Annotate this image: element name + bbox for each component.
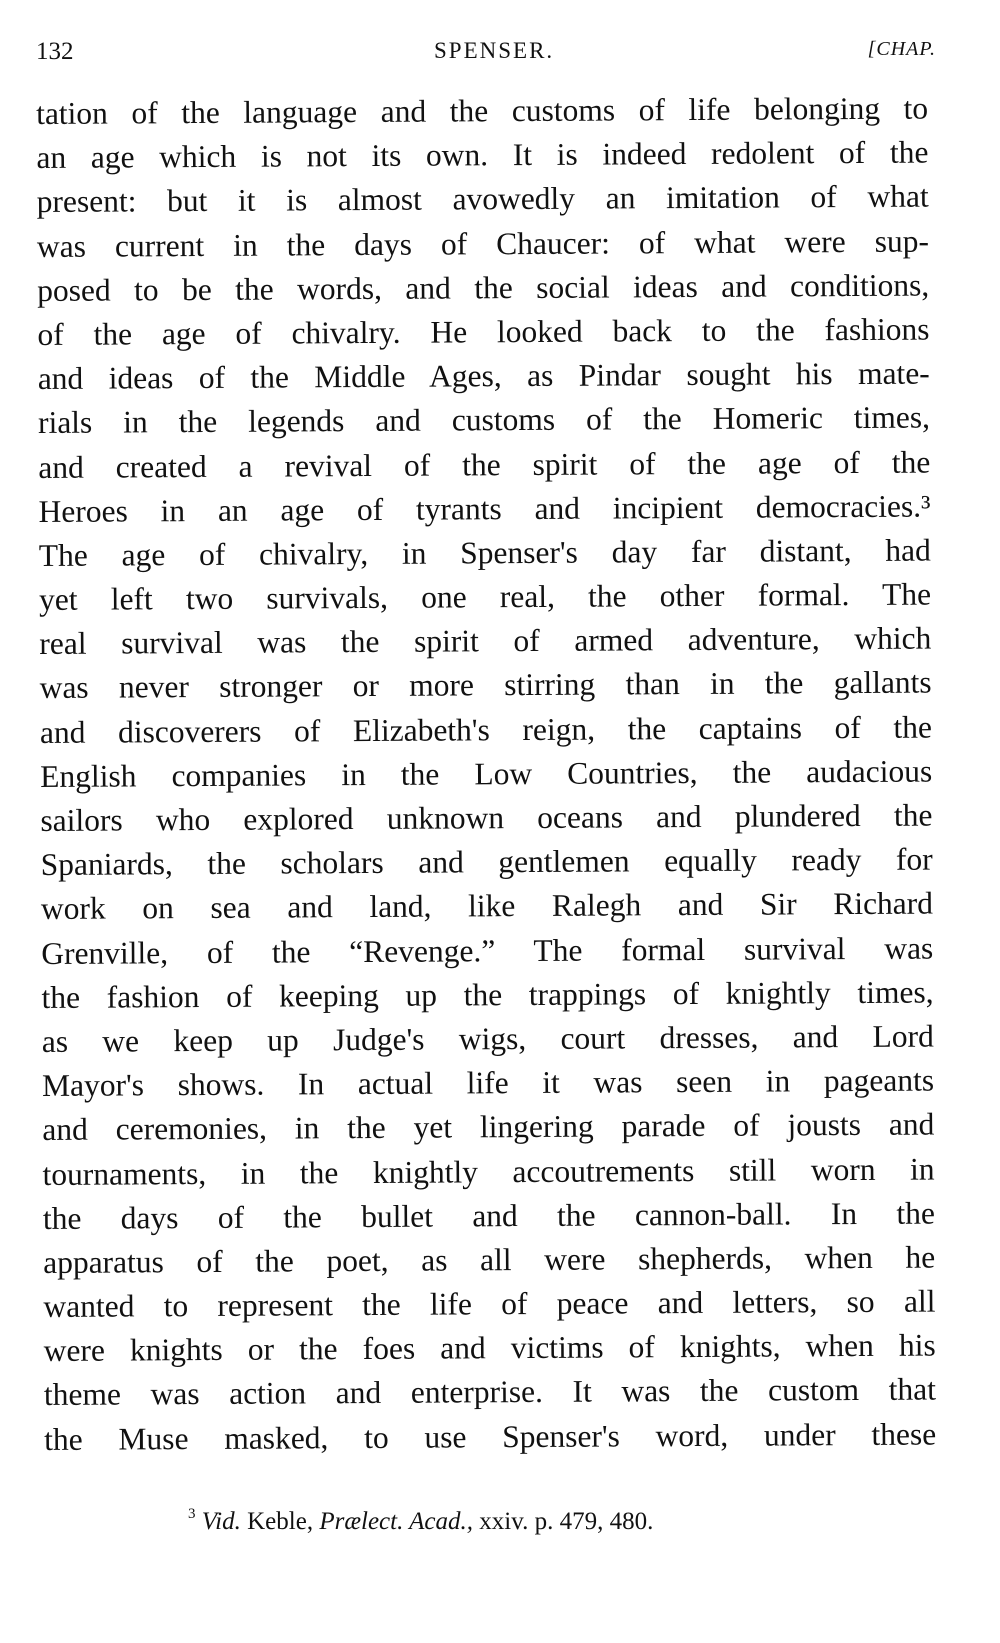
- running-header: [36, 38, 936, 78]
- text-line: and ceremonies, in the yet lingering parade of jousts and: [42, 1106, 935, 1148]
- text-line: work on sea and land, like Ralegh and Sir Richard: [40, 885, 934, 927]
- text-line: real survival was the spirit of armed adventure, which: [39, 620, 932, 662]
- text-line: posed to be the words, and the social ideas and conditions,: [37, 267, 930, 308]
- text-line: The age of chivalry, in Spenser's day far distant, had: [38, 532, 931, 573]
- text-line: and created a revival of the spirit of the age of the: [38, 444, 931, 485]
- footnote: [188, 1508, 653, 1536]
- footnote-marker: 3: [188, 1506, 196, 1522]
- text-line: Grenville, of the “Revenge.” The formal survival was: [41, 930, 934, 971]
- text-line: apparatus of the poet, as all were shepherds, when he: [43, 1239, 936, 1280]
- text-line: Mayor's shows. In actual life it was seen in pageants: [41, 1062, 935, 1104]
- text-line: an age which is not its own. It is indeed redolent of the: [36, 134, 929, 176]
- body-text: [36, 87, 936, 1462]
- text-line: tournaments, in the knightly accoutrements still worn in: [42, 1151, 935, 1192]
- running-title: SPENSER.: [434, 38, 555, 63]
- text-line: present: but it is almost avowedly an imitation of what: [36, 178, 929, 220]
- text-line: yet left two survivals, one real, the other formal. The: [38, 576, 932, 618]
- text-line: wanted to represent the life of peace and letters, so all: [43, 1283, 936, 1325]
- text-line: and discoverers of Elizabeth's reign, the captains of the: [39, 709, 933, 750]
- text-line: and ideas of the Middle Ages, as Pindar sought his mate-: [37, 355, 930, 397]
- text-line: the days of the bullet and the cannon-ball. In the: [42, 1195, 935, 1236]
- text-line: the Muse masked, to use Spenser's word, under these: [44, 1416, 937, 1457]
- text-line: English companies in the Low Countries, the audacious: [40, 753, 933, 794]
- footnote-work: Prælect. Acad.,: [319, 1508, 474, 1535]
- chapter-mark: [CHAP.: [867, 38, 936, 60]
- footnote-author: Keble,: [247, 1508, 314, 1535]
- text-line: Heroes in an age of tyrants and incipient democracies.³: [38, 488, 931, 529]
- text-line: rials in the legends and customs of the Homeric times,: [37, 399, 931, 441]
- footnote-ref: xxiv. p. 479, 480.: [479, 1508, 654, 1535]
- text-line: as we keep up Judge's wigs, court dresses, and Lord: [41, 1018, 934, 1059]
- text-line: were knights or the foes and victims of knights, when his: [43, 1327, 936, 1369]
- text-line: theme was action and enterprise. It was the custom that: [43, 1371, 937, 1413]
- text-line: the fashion of keeping up the trappings of knightly times,: [41, 974, 934, 1015]
- text-line: sailors who explored unknown oceans and plundered the: [40, 797, 933, 838]
- text-line: of the age of chivalry. He looked back to the fashions: [37, 311, 930, 352]
- text-line: Spaniards, the scholars and gentlemen equally ready for: [40, 841, 933, 883]
- page-number: 132: [36, 38, 74, 65]
- text-line: tation of the language and the customs of life belonging to: [36, 90, 929, 131]
- text-line: was current in the days of Chaucer: of what were sup-: [36, 223, 930, 264]
- footnote-vid: Vid.: [201, 1508, 241, 1535]
- text-line: was never stronger or more stirring than in the gallants: [39, 664, 932, 706]
